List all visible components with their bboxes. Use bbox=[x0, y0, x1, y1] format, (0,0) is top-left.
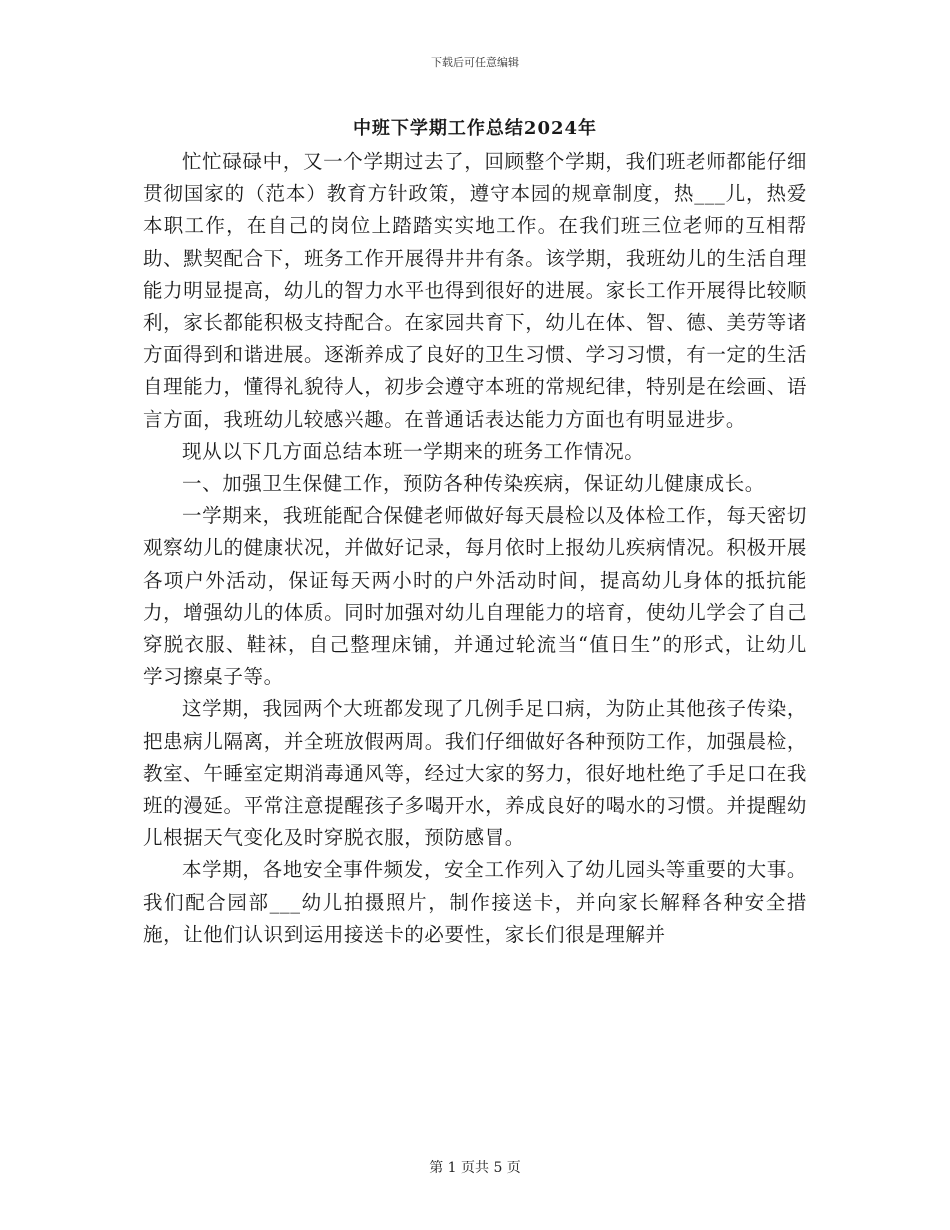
section-heading-health: 一、加强卫生保健工作，预防各种传染疾病，保证幼儿健康成长。 bbox=[182, 472, 765, 496]
paragraph-overview: 现从以下几方面总结本班一学期来的班务工作情况。 bbox=[182, 439, 645, 463]
document-body bbox=[143, 146, 807, 951]
paragraph-health-work: 一学期来，我班能配合保健老师做好每天晨检以及体检工作，每天密切观察幼儿的健康状况，并做好记录，每月依时上报幼儿疾病情况。积极开展各项户外活动，保证每天两小时的户外活动时间，提高幼儿身体的抵抗能力，增强幼儿的体质。同时加强对幼儿自理能力的培育，使幼儿学会了自己穿脱衣服、鞋袜，自己整理床铺，并通过轮流当“值日生”的形式，让幼儿学习擦桌子等。 bbox=[143, 504, 807, 689]
document-title: 中班下学期工作总结2024年 bbox=[352, 118, 598, 139]
paragraph-intro: 忙忙碌碌中，又一个学期过去了，回顾整个学期，我们班老师都能仔细贯彻国家的（范本）教育方针政策，遵守本园的规章制度，热___儿，热爱本职工作，在自己的岗位上踏踏实实地工作。在我们班三位老师的互相帮助、默契配合下，班务工作开展得井井有条。该学期，我班幼儿的生活自理能力明显提高，幼儿的智力水平也得到很好的进展。家长工作开展得比较顺利，家长都能积极支持配合。在家园共育下，幼儿在体、智、德、美劳等诸方面得到和谐进展。逐渐养成了良好的卫生习惯、学习习惯，有一定的生活自理能力，懂得礼貌待人，初步会遵守本班的常规纪律，特别是在绘画、语言方面，我班幼儿较感兴趣。在普通话表达能力方面也有明显进步。 bbox=[143, 150, 807, 431]
page-header-note: 下载后可任意编辑 bbox=[431, 56, 519, 69]
page-number: 第 1 页共 5 页 bbox=[429, 1160, 521, 1176]
paragraph-safety: 本学期，各地安全事件频发，安全工作列入了幼儿园头等重要的大事。我们配合园部___幼儿拍摄照片，制作接送卡，并向家长解释各种安全措施，让他们认识到运用接送卡的必要性，家长们很是理解并 bbox=[143, 858, 807, 946]
paragraph-disease-prevention: 这学期，我园两个大班都发现了几例手足口病，为防止其他孩子传染，把患病儿隔离，并全班放假两周。我们仔细做好各种预防工作，加强晨检，教室、午睡室定期消毒通风等，经过大家的努力，很好地杜绝了手足口在我班的漫延。平常注意提醒孩子多喝开水，养成良好的喝水的习惯。并提醒幼儿根据天气变化及时穿脱衣服，预防感冒。 bbox=[143, 697, 807, 850]
